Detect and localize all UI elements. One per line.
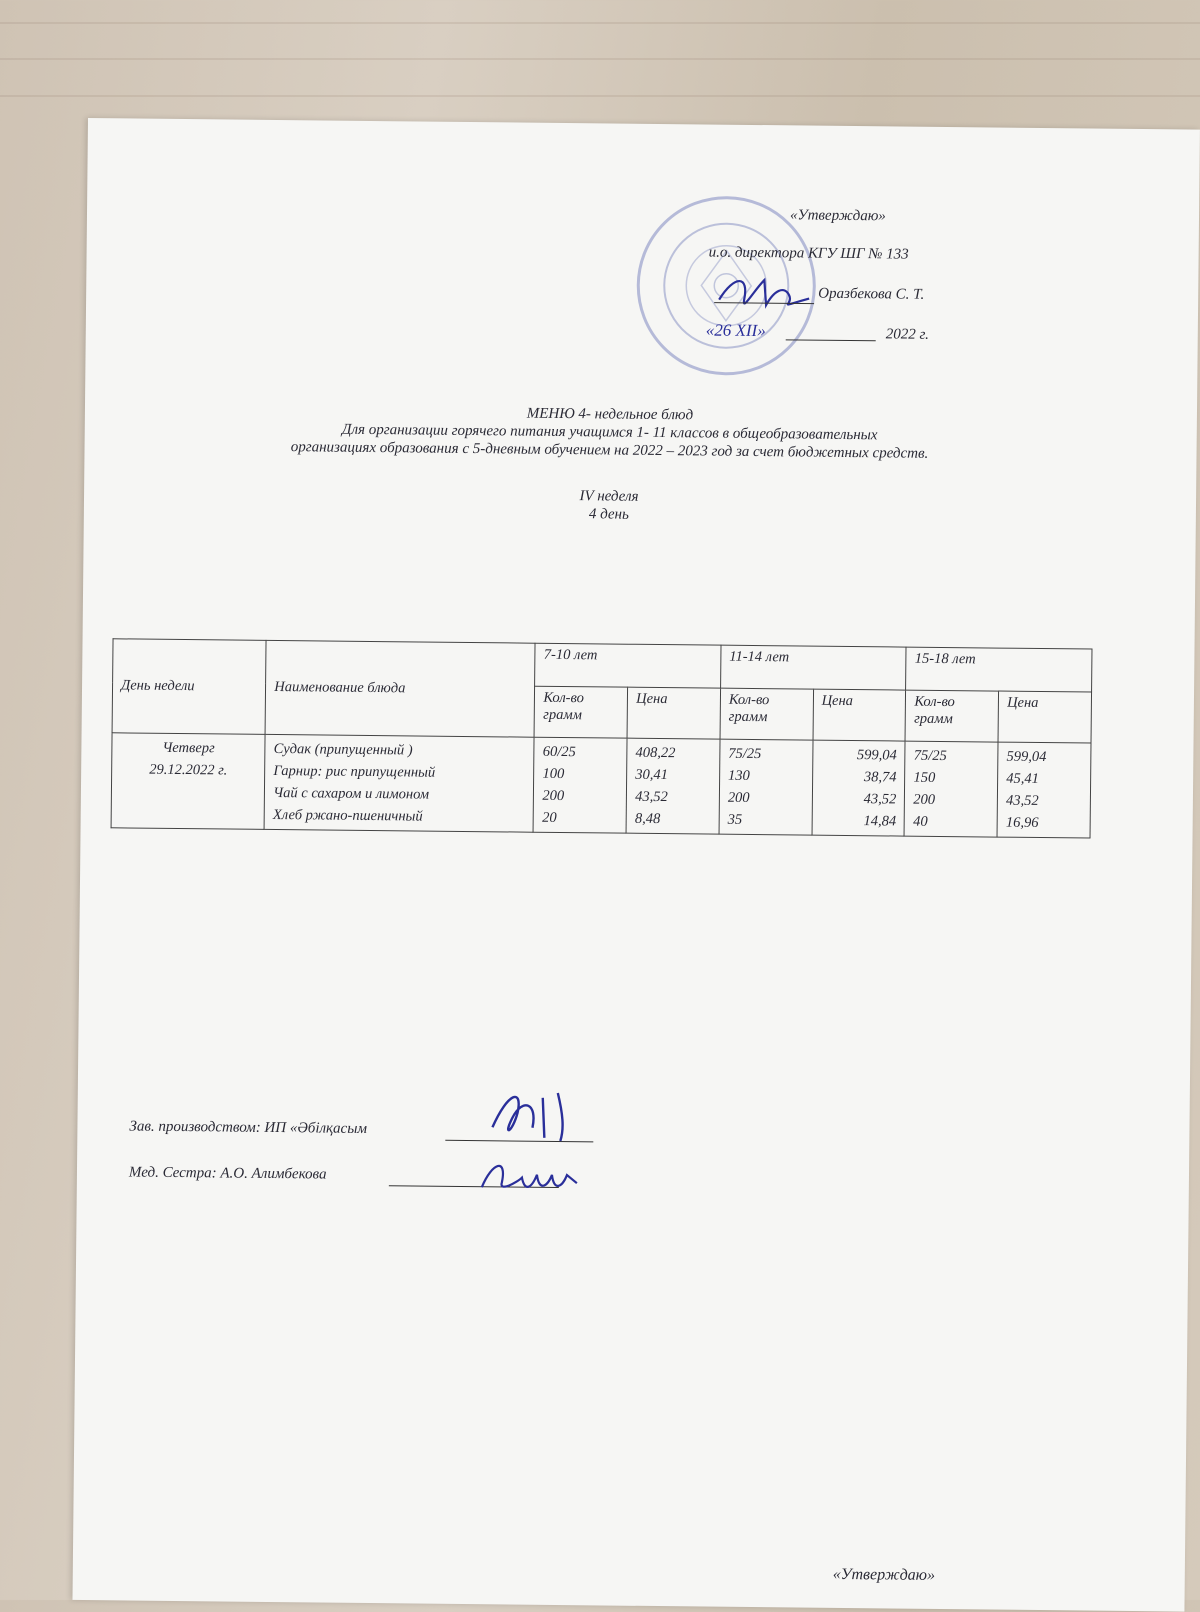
nurse-signature (477, 1152, 588, 1203)
price-cell: 43,52 (1006, 792, 1039, 809)
day-label: 4 день (588, 506, 629, 523)
price-cell: 599,04 (1006, 748, 1047, 766)
price-cell: 599,04 (856, 747, 897, 764)
approval-year: 2022 г. (885, 326, 930, 343)
header-day: День недели (112, 639, 266, 735)
qty-cell: 130 (728, 767, 750, 784)
price-cell: 38,74 (863, 769, 897, 786)
header-qty-2: Кол-во грамм (720, 688, 813, 740)
dish-list (264, 734, 534, 832)
qty-cell: 60/25 (542, 743, 576, 761)
next-page-approve-label: «Утверждаю» (832, 1565, 936, 1584)
qty-cell: 20 (542, 809, 557, 826)
price-cell: 16,96 (1005, 814, 1039, 831)
qty-cell: 200 (913, 791, 936, 808)
approver-name: Оразбекова С. Т. (818, 285, 925, 303)
qty-cell: 40 (913, 813, 928, 830)
approve-label: «Утверждаю» (789, 207, 886, 225)
document-page (72, 118, 1199, 1612)
dish-2: Гарнир: рис припущенный (273, 762, 436, 781)
day-cell (111, 733, 265, 830)
dish-1: Судак (припущенный ) (273, 740, 413, 759)
header-price-2: Цена (813, 689, 906, 741)
price-col-3 (997, 742, 1091, 838)
menu-table (111, 638, 1093, 838)
qty-cell: 150 (913, 769, 936, 786)
qty-cell: 75/25 (913, 747, 947, 765)
menu-date: 29.12.2022 г. (149, 761, 228, 779)
title-line-2: Для организации горячего питания учащимся 1- 11 классов в общеобразовательных (341, 421, 878, 444)
qty-col-3 (904, 741, 998, 837)
price-cell: 408,22 (635, 744, 676, 762)
header-qty-1: Кол-во грамм (534, 686, 627, 738)
qty-cell: 200 (542, 787, 565, 805)
qty-cell: 200 (727, 789, 750, 806)
approval-date-handwritten: «26 XII» (705, 320, 766, 341)
qty-cell: 35 (727, 811, 743, 828)
title-line-1: МЕНЮ 4- недельное блюд (526, 405, 694, 424)
director-signature (714, 270, 825, 321)
header-price-3: Цена (998, 691, 1091, 743)
nurse-label: Мед. Сестра: А.О. Алимбекова (128, 1164, 327, 1183)
header-age-7-10: 7-10 лет (535, 643, 721, 688)
qty-col-1 (533, 737, 627, 833)
manager-signature (482, 1082, 593, 1153)
price-cell: 43,52 (635, 788, 668, 806)
qty-col-2 (719, 739, 813, 835)
header-age-15-18: 15-18 лет (906, 647, 1092, 692)
price-cell: 8,48 (634, 810, 661, 828)
week-info (84, 482, 1134, 529)
weekday: Четверг (162, 739, 215, 757)
price-cell: 43,52 (863, 791, 897, 808)
price-cell: 14,84 (863, 813, 897, 830)
title-line-3: организациях образования с 5-дневным обучением на 2022 – 2023 год за счет бюджетных средств. (290, 439, 929, 462)
document-title (84, 400, 1135, 465)
header-price-1: Цена (627, 687, 720, 739)
dish-4: Хлеб ржано-пшеничный (272, 806, 423, 825)
header-age-11-14: 11-14 лет (721, 645, 907, 690)
approver-position: и.о. директора КГУ ШГ № 133 (708, 244, 909, 263)
price-col-1 (626, 738, 720, 834)
dish-3: Чай с сахаром и лимоном (273, 784, 430, 803)
qty-cell: 75/25 (728, 745, 762, 763)
qty-cell: 100 (542, 765, 565, 783)
week-label: IV неделя (579, 488, 639, 505)
price-cell: 30,41 (635, 766, 669, 784)
header-qty-3: Кол-во грамм (905, 690, 998, 742)
production-manager-label: Зав. производством: ИП «Әбілқасым (129, 1118, 368, 1137)
price-col-2 (812, 740, 906, 836)
price-cell: 45,41 (1006, 770, 1040, 787)
header-dish: Наименование блюда (265, 640, 535, 737)
